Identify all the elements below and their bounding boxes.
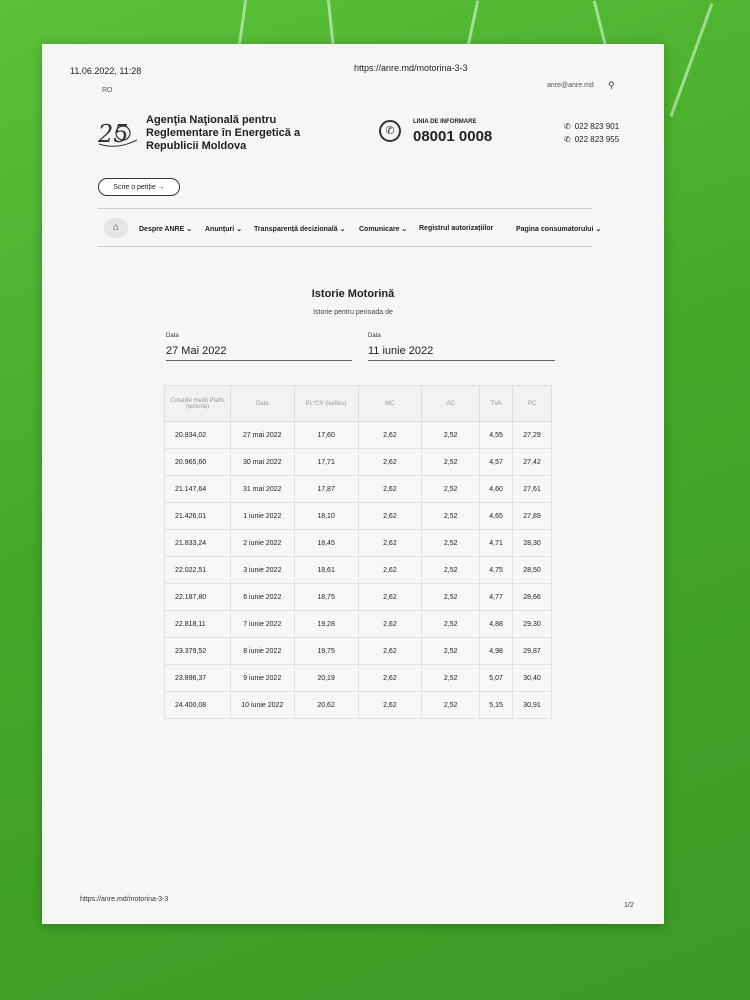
- table-cell: 2,62: [358, 665, 422, 692]
- table-cell: 21.147,64: [165, 476, 231, 503]
- table-row: [165, 422, 552, 449]
- date-from-value[interactable]: 27 Mai 2022: [166, 345, 227, 357]
- table-cell: 4,98: [480, 638, 513, 665]
- table-cell: 2,52: [422, 638, 480, 665]
- table-cell: 20,62: [294, 692, 358, 719]
- date-from-underline: [166, 360, 352, 361]
- table-row: [165, 692, 552, 719]
- table-cell: 2,52: [422, 611, 480, 638]
- table-row: [165, 557, 552, 584]
- table-cell: 1 iunie 2022: [230, 503, 294, 530]
- table-cell: 18,75: [294, 584, 358, 611]
- nav-divider: [98, 246, 592, 247]
- agency-name-line-3: Republicii Moldova: [146, 140, 247, 152]
- table-cell: 5,07: [480, 665, 513, 692]
- table-cell: 28,50: [513, 557, 552, 584]
- footer-url: https://anre.md/motorina-3-3: [80, 896, 169, 903]
- table-cell: 2,52: [422, 584, 480, 611]
- agency-name-line-1: Agenţia Naţională pentru: [146, 114, 277, 126]
- table-cell: 18,10: [294, 503, 358, 530]
- table-cell: 3 iunie 2022: [230, 557, 294, 584]
- table-cell: 2,62: [358, 638, 422, 665]
- date-to-value[interactable]: 11 iunie 2022: [368, 345, 434, 357]
- table-cell: 27,42: [513, 449, 552, 476]
- hotline-label: LINIA DE INFORMARE: [413, 119, 477, 125]
- table-cell: 17,87: [294, 476, 358, 503]
- phone-icon: ✆: [379, 120, 401, 142]
- search-icon[interactable]: ⚲: [608, 80, 615, 90]
- nav-item-anunturi[interactable]: Anunțuri ⌄: [205, 226, 242, 233]
- table-cell: 4,55: [480, 422, 513, 449]
- table-cell: 28,30: [513, 530, 552, 557]
- table-cell: 22.022,51: [165, 557, 231, 584]
- table-cell: 2,52: [422, 692, 480, 719]
- table-cell: 19,75: [294, 638, 358, 665]
- nav-item-despre-anre[interactable]: Despre ANRE ⌄: [139, 226, 193, 233]
- table-cell: 2 iunie 2022: [230, 530, 294, 557]
- column-header-mc: MC: [358, 386, 422, 422]
- table-cell: 27,61: [513, 476, 552, 503]
- table-cell: 18,45: [294, 530, 358, 557]
- table-cell: 30 mai 2022: [230, 449, 294, 476]
- phone-item[interactable]: ✆ 022 823 955: [564, 135, 620, 144]
- table-header-row: [165, 386, 552, 422]
- table-row: [165, 611, 552, 638]
- table-cell: 4,60: [480, 476, 513, 503]
- column-header-plcv: PL*CV (lei/litru): [294, 386, 358, 422]
- table-cell: 2,62: [358, 611, 422, 638]
- agency-name-line-2: Reglementare în Energetică a: [146, 127, 301, 139]
- table-cell: 30,91: [513, 692, 552, 719]
- page-number: 1/2: [624, 902, 634, 909]
- table-cell: 20.965,60: [165, 449, 231, 476]
- table-cell: 2,52: [422, 476, 480, 503]
- print-url: https://anre.md/motorina-3-3: [354, 63, 468, 73]
- table-cell: 27,89: [513, 503, 552, 530]
- table-row: [165, 665, 552, 692]
- phone-item[interactable]: ✆ 022 823 901: [564, 122, 620, 131]
- language-switch[interactable]: RO: [102, 87, 113, 94]
- write-petition-button[interactable]: Scrie o petiție →: [98, 178, 180, 196]
- table-cell: 7 iunie 2022: [230, 611, 294, 638]
- table-body: [165, 422, 552, 719]
- nav-item-consumator[interactable]: Pagina consumatorului ⌄: [516, 226, 602, 233]
- phone-icon: ✆: [564, 135, 571, 144]
- table-cell: 29,87: [513, 638, 552, 665]
- table-cell: 17,71: [294, 449, 358, 476]
- table-row: [165, 449, 552, 476]
- home-icon[interactable]: ⌂: [104, 218, 128, 238]
- motorina-history-table: [164, 385, 552, 719]
- nav-item-comunicare[interactable]: Comunicare ⌄: [359, 226, 408, 233]
- table-cell: 29,30: [513, 611, 552, 638]
- table-cell: 19,28: [294, 611, 358, 638]
- table-cell: 2,52: [422, 665, 480, 692]
- table-cell: 4,77: [480, 584, 513, 611]
- table-cell: 27,29: [513, 422, 552, 449]
- column-header-tva: TVA: [480, 386, 513, 422]
- table-cell: 2,62: [358, 557, 422, 584]
- nav-item-transparenta[interactable]: Transparență decizională ⌄: [254, 226, 346, 233]
- svg-text:25: 25: [98, 120, 129, 148]
- print-datetime: 11.06.2022, 11:28: [70, 66, 142, 76]
- date-to-label: Data: [368, 333, 381, 339]
- nav-item-registrul[interactable]: Registrul autorizațiilor: [419, 225, 494, 232]
- table-cell: 2,52: [422, 422, 480, 449]
- table-cell: 20.834,02: [165, 422, 231, 449]
- table-cell: 4,75: [480, 557, 513, 584]
- date-from-label: Data: [166, 333, 179, 339]
- page-title: Istorie Motorină: [311, 288, 395, 300]
- background-stripe: [670, 3, 714, 117]
- page-subtitle: Istorie pentru perioada de: [313, 309, 393, 316]
- table-row: [165, 584, 552, 611]
- date-to-underline: [368, 360, 555, 361]
- table-cell: 2,62: [358, 503, 422, 530]
- table-cell: 5,15: [480, 692, 513, 719]
- table-cell: 31 mai 2022: [230, 476, 294, 503]
- table-cell: 2,62: [358, 584, 422, 611]
- table-cell: 9 iunie 2022: [230, 665, 294, 692]
- table-cell: 28,66: [513, 584, 552, 611]
- phone-icon: ✆: [564, 122, 571, 131]
- contact-email[interactable]: anre@anre.md: [547, 82, 594, 89]
- date-from-field[interactable]: [166, 333, 352, 361]
- table-cell: 10 iunie 2022: [230, 692, 294, 719]
- table-cell: 2,62: [358, 476, 422, 503]
- table-cell: 23.896,37: [165, 665, 231, 692]
- table-cell: 4,71: [480, 530, 513, 557]
- table-cell: 2,52: [422, 530, 480, 557]
- table-cell: 2,62: [358, 422, 422, 449]
- anre-25-logo: [97, 118, 139, 148]
- table-cell: 21.426,01: [165, 503, 231, 530]
- table-cell: 4,57: [480, 449, 513, 476]
- table-cell: 30,40: [513, 665, 552, 692]
- hotline-number[interactable]: 08001 0008: [413, 128, 493, 145]
- date-to-field[interactable]: [368, 333, 555, 361]
- nav-divider: [98, 208, 592, 209]
- table-cell: 2,52: [422, 503, 480, 530]
- table-cell: 2,62: [358, 692, 422, 719]
- table-cell: 18,61: [294, 557, 358, 584]
- table-cell: 17,60: [294, 422, 358, 449]
- table-cell: 4,65: [480, 503, 513, 530]
- column-header-pc: PC: [513, 386, 552, 422]
- table-cell: 27 mai 2022: [230, 422, 294, 449]
- column-header-data: Data: [230, 386, 294, 422]
- table-cell: 6 iunie 2022: [230, 584, 294, 611]
- table-cell: 21.833,24: [165, 530, 231, 557]
- table-cell: 4,88: [480, 611, 513, 638]
- table-cell: 2,52: [422, 449, 480, 476]
- printed-page: [42, 44, 664, 924]
- table-cell: 24.400,08: [165, 692, 231, 719]
- table-row: [165, 503, 552, 530]
- table-cell: 22.818,11: [165, 611, 231, 638]
- table-row: [165, 530, 552, 557]
- table-cell: 23.379,52: [165, 638, 231, 665]
- table-cell: 2,62: [358, 530, 422, 557]
- column-header-ac: AC: [422, 386, 480, 422]
- table-cell: 2,52: [422, 557, 480, 584]
- table-cell: 20,19: [294, 665, 358, 692]
- table-row: [165, 476, 552, 503]
- agency-name: [146, 114, 300, 153]
- column-header-platts: Cotațiile medii Platts (lei/tona): [165, 386, 231, 422]
- table-row: [165, 638, 552, 665]
- phone-list: [564, 120, 619, 146]
- table-cell: 2,62: [358, 449, 422, 476]
- table-cell: 8 iunie 2022: [230, 638, 294, 665]
- table-cell: 22.187,80: [165, 584, 231, 611]
